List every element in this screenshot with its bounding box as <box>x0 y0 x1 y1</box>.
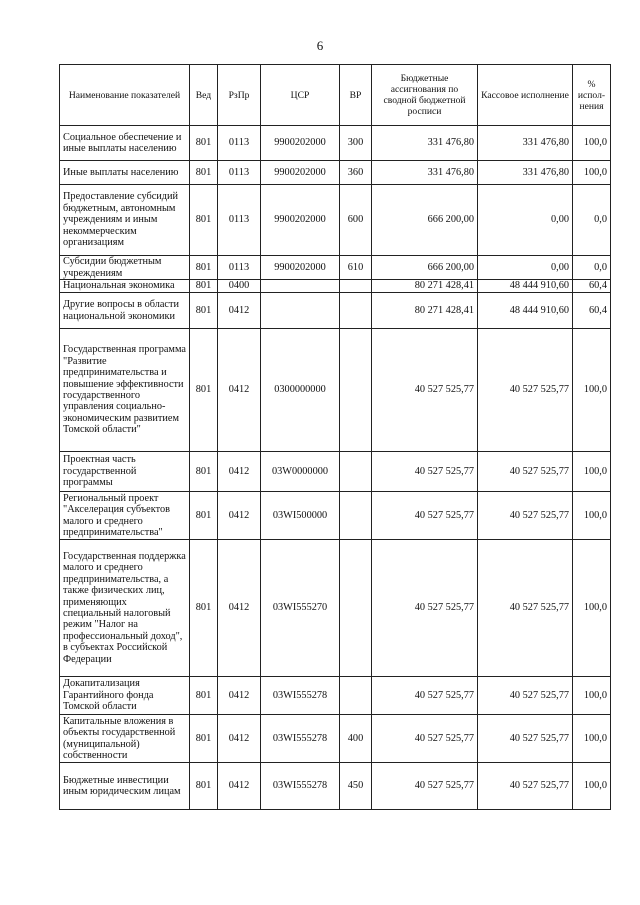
table-row <box>60 329 611 452</box>
row-ved: 801 <box>190 126 218 161</box>
row-csr: 03WI555278 <box>261 677 340 715</box>
row-csr: 9900202000 <box>261 126 340 161</box>
row-vr <box>340 280 372 293</box>
row-name: Региональный проект "Акселерация субъектов малого и среднего предпринимательства" <box>60 492 190 540</box>
row-rzpr: 0400 <box>218 280 261 293</box>
row-pct: 0,0 <box>573 185 611 256</box>
row-rzpr: 0412 <box>218 763 261 810</box>
row-assign: 331 476,80 <box>372 126 478 161</box>
row-ved: 801 <box>190 280 218 293</box>
row-rzpr: 0412 <box>218 492 261 540</box>
row-exec: 40 527 525,77 <box>478 540 573 677</box>
row-rzpr: 0113 <box>218 126 261 161</box>
row-vr <box>340 677 372 715</box>
row-pct: 100,0 <box>573 126 611 161</box>
row-exec: 48 444 910,60 <box>478 293 573 329</box>
row-pct: 100,0 <box>573 329 611 452</box>
row-name: Социальное обеспечение и иные выплаты населению <box>60 126 190 161</box>
row-name: Докапитализация Гарантийного фонда Томской области <box>60 677 190 715</box>
table-row <box>60 763 611 810</box>
row-name: Проектная часть государственной программы <box>60 452 190 492</box>
row-csr: 0300000000 <box>261 329 340 452</box>
row-exec: 331 476,80 <box>478 126 573 161</box>
row-ved: 801 <box>190 763 218 810</box>
row-pct: 100,0 <box>573 492 611 540</box>
row-assign: 331 476,80 <box>372 161 478 185</box>
row-pct: 0,0 <box>573 256 611 280</box>
row-name: Иные выплаты населению <box>60 161 190 185</box>
row-pct: 60,4 <box>573 293 611 329</box>
table-row <box>60 185 611 256</box>
header-ved: Вед <box>190 65 218 126</box>
table-row <box>60 280 611 293</box>
row-assign: 80 271 428,41 <box>372 293 478 329</box>
row-vr <box>340 492 372 540</box>
row-assign: 80 271 428,41 <box>372 280 478 293</box>
row-pct: 100,0 <box>573 677 611 715</box>
row-vr: 600 <box>340 185 372 256</box>
header-vr: ВР <box>340 65 372 126</box>
row-rzpr: 0412 <box>218 329 261 452</box>
row-csr: 03WI555270 <box>261 540 340 677</box>
row-assign: 40 527 525,77 <box>372 763 478 810</box>
row-exec: 0,00 <box>478 256 573 280</box>
row-name: Государственная поддержка малого и среднего предпринимательства, а также физических лиц, применяющих специальный налоговый режим "Налог на профессиональный доход", в субъектах Российской Федерации <box>60 540 190 677</box>
row-ved: 801 <box>190 540 218 677</box>
row-vr <box>340 293 372 329</box>
row-pct: 100,0 <box>573 715 611 763</box>
header-rzpr: РзПр <box>218 65 261 126</box>
row-name: Капитальные вложения в объекты государственной (муниципальной) собственности <box>60 715 190 763</box>
table-row <box>60 492 611 540</box>
row-assign: 40 527 525,77 <box>372 452 478 492</box>
row-vr <box>340 452 372 492</box>
row-csr <box>261 280 340 293</box>
row-csr: 9900202000 <box>261 256 340 280</box>
row-ved: 801 <box>190 492 218 540</box>
table-row <box>60 452 611 492</box>
row-vr: 360 <box>340 161 372 185</box>
row-csr: 03WI555278 <box>261 763 340 810</box>
row-csr: 9900202000 <box>261 185 340 256</box>
row-assign: 40 527 525,77 <box>372 540 478 677</box>
row-exec: 40 527 525,77 <box>478 492 573 540</box>
header-pct: % испол-нения <box>573 65 611 126</box>
header-csr: ЦСР <box>261 65 340 126</box>
row-ved: 801 <box>190 677 218 715</box>
row-rzpr: 0113 <box>218 185 261 256</box>
row-csr: 03W0000000 <box>261 452 340 492</box>
row-exec: 40 527 525,77 <box>478 452 573 492</box>
row-ved: 801 <box>190 256 218 280</box>
row-exec: 40 527 525,77 <box>478 677 573 715</box>
row-rzpr: 0412 <box>218 677 261 715</box>
row-exec: 331 476,80 <box>478 161 573 185</box>
row-rzpr: 0412 <box>218 293 261 329</box>
table-row <box>60 677 611 715</box>
row-assign: 40 527 525,77 <box>372 329 478 452</box>
table-row <box>60 540 611 677</box>
row-name: Национальная экономика <box>60 280 190 293</box>
row-exec: 40 527 525,77 <box>478 763 573 810</box>
row-ved: 801 <box>190 715 218 763</box>
row-name: Другие вопросы в области национальной экономики <box>60 293 190 329</box>
row-vr: 450 <box>340 763 372 810</box>
row-assign: 666 200,00 <box>372 256 478 280</box>
table-row <box>60 126 611 161</box>
row-rzpr: 0113 <box>218 256 261 280</box>
row-rzpr: 0412 <box>218 452 261 492</box>
row-ved: 801 <box>190 161 218 185</box>
page-number: 6 <box>316 38 324 53</box>
row-assign: 666 200,00 <box>372 185 478 256</box>
table-row <box>60 256 611 280</box>
row-pct: 100,0 <box>573 452 611 492</box>
row-ved: 801 <box>190 293 218 329</box>
row-vr <box>340 540 372 677</box>
row-ved: 801 <box>190 329 218 452</box>
row-pct: 60,4 <box>573 280 611 293</box>
row-exec: 40 527 525,77 <box>478 329 573 452</box>
row-vr <box>340 329 372 452</box>
table-row <box>60 715 611 763</box>
row-csr <box>261 293 340 329</box>
table-row <box>60 161 611 185</box>
row-name: Предоставление субсидий бюджетным, автономным учреждениям и иным некоммерческим организациям <box>60 185 190 256</box>
row-assign: 40 527 525,77 <box>372 677 478 715</box>
row-ved: 801 <box>190 452 218 492</box>
row-rzpr: 0113 <box>218 161 261 185</box>
header-name: Наименование показателей <box>60 65 190 126</box>
row-name: Государственная программа "Развитие предпринимательства и повышение эффективности государственного управления социально-экономическим развитием Томской области" <box>60 329 190 452</box>
row-csr: 9900202000 <box>261 161 340 185</box>
row-rzpr: 0412 <box>218 540 261 677</box>
row-csr: 03WI500000 <box>261 492 340 540</box>
row-pct: 100,0 <box>573 540 611 677</box>
row-assign: 40 527 525,77 <box>372 715 478 763</box>
row-rzpr: 0412 <box>218 715 261 763</box>
header-exec: Кассовое исполнение <box>478 65 573 126</box>
row-ved: 801 <box>190 185 218 256</box>
row-name: Бюджетные инвестиции иным юридическим лицам <box>60 763 190 810</box>
table-row <box>60 293 611 329</box>
header-assign: Бюджетные ассигнования по сводной бюджетной росписи <box>372 65 478 126</box>
row-exec: 48 444 910,60 <box>478 280 573 293</box>
row-csr: 03WI555278 <box>261 715 340 763</box>
row-exec: 40 527 525,77 <box>478 715 573 763</box>
row-pct: 100,0 <box>573 161 611 185</box>
row-name: Субсидии бюджетным учреждениям <box>60 256 190 280</box>
row-assign: 40 527 525,77 <box>372 492 478 540</box>
budget-execution-table <box>59 64 611 810</box>
row-vr: 610 <box>340 256 372 280</box>
row-pct: 100,0 <box>573 763 611 810</box>
row-vr: 300 <box>340 126 372 161</box>
row-vr: 400 <box>340 715 372 763</box>
table-header-row <box>60 65 611 126</box>
row-exec: 0,00 <box>478 185 573 256</box>
